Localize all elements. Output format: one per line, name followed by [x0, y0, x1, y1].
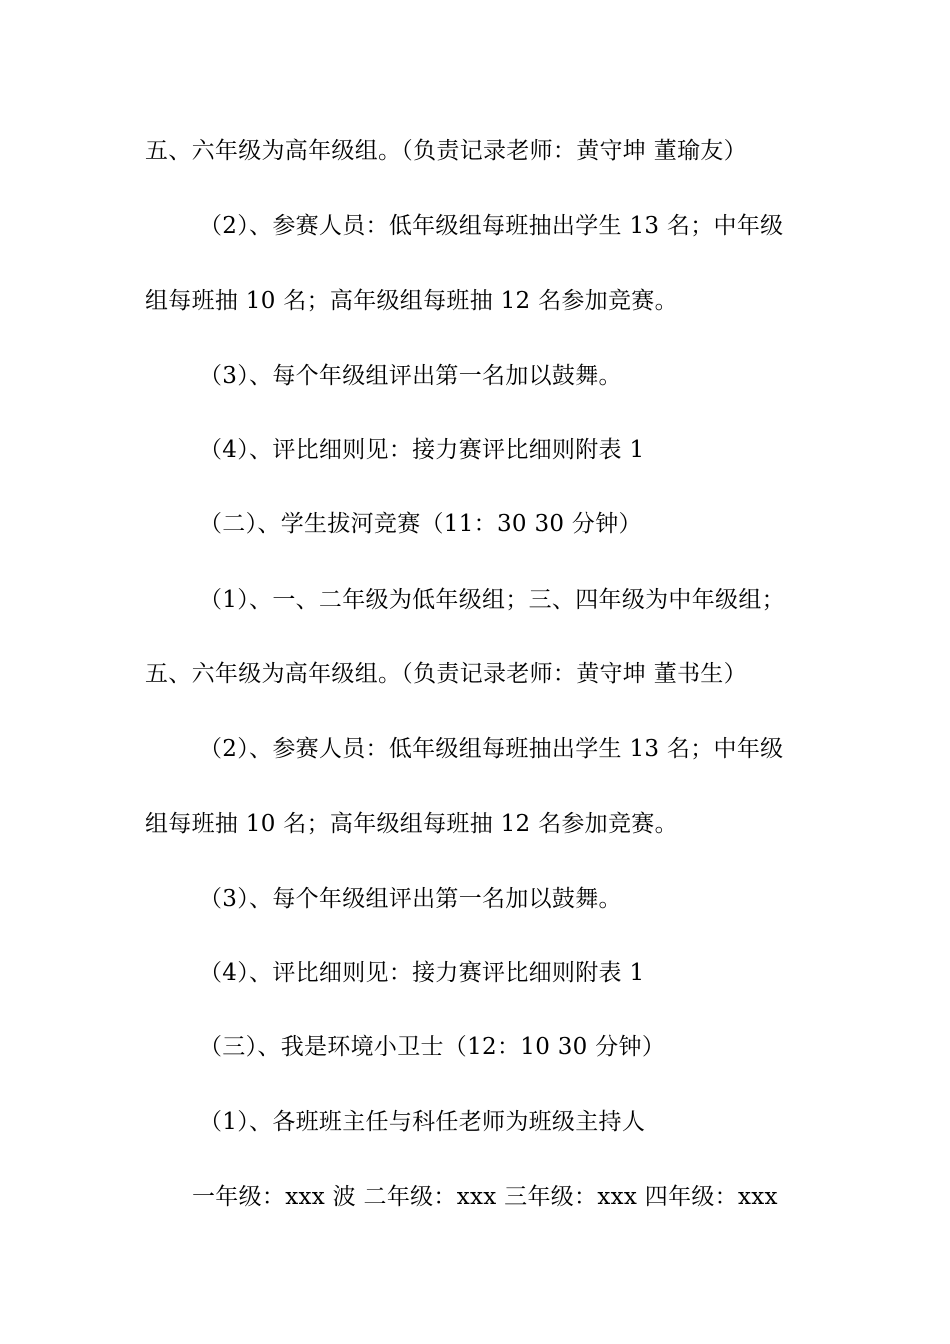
section-heading: （二）、学生拔河竞赛（11：30 30 分钟） [199, 511, 642, 537]
paragraph-line: 五、六年级为高年级组。（负责记录老师：黄守坤 董书生） [145, 661, 747, 687]
section-heading: （三）、我是环境小卫士（12：10 30 分钟） [199, 1034, 666, 1060]
paragraph-line: 组每班抽 10 名；高年级组每班抽 12 名参加竞赛。 [145, 288, 678, 314]
paragraph-line: （3）、每个年级组评出第一名加以鼓舞。 [199, 886, 622, 912]
paragraph-line: （1）、一、二年级为低年级组；三、四年级为中年级组； [199, 587, 785, 613]
paragraph-line: （3）、每个年级组评出第一名加以鼓舞。 [199, 363, 622, 389]
paragraph-line: （4）、评比细则见：接力赛评比细则附表 1 [199, 960, 645, 986]
paragraph-line: 组每班抽 10 名；高年级组每班抽 12 名参加竞赛。 [145, 811, 678, 837]
paragraph-line: （2）、参赛人员：低年级组每班抽出学生 13 名；中年级 [199, 736, 784, 762]
paragraph-line: 一年级：xxx 波 二年级：xxx 三年级：xxx 四年级：xxx [192, 1184, 778, 1210]
paragraph-line: （2）、参赛人员：低年级组每班抽出学生 13 名；中年级 [199, 213, 784, 239]
paragraph-line: （1）、各班班主任与科任老师为班级主持人 [199, 1109, 646, 1135]
paragraph-line: （4）、评比细则见：接力赛评比细则附表 1 [199, 437, 645, 463]
paragraph-line: 五、六年级为高年级组。（负责记录老师：黄守坤 董瑜友） [145, 138, 747, 164]
